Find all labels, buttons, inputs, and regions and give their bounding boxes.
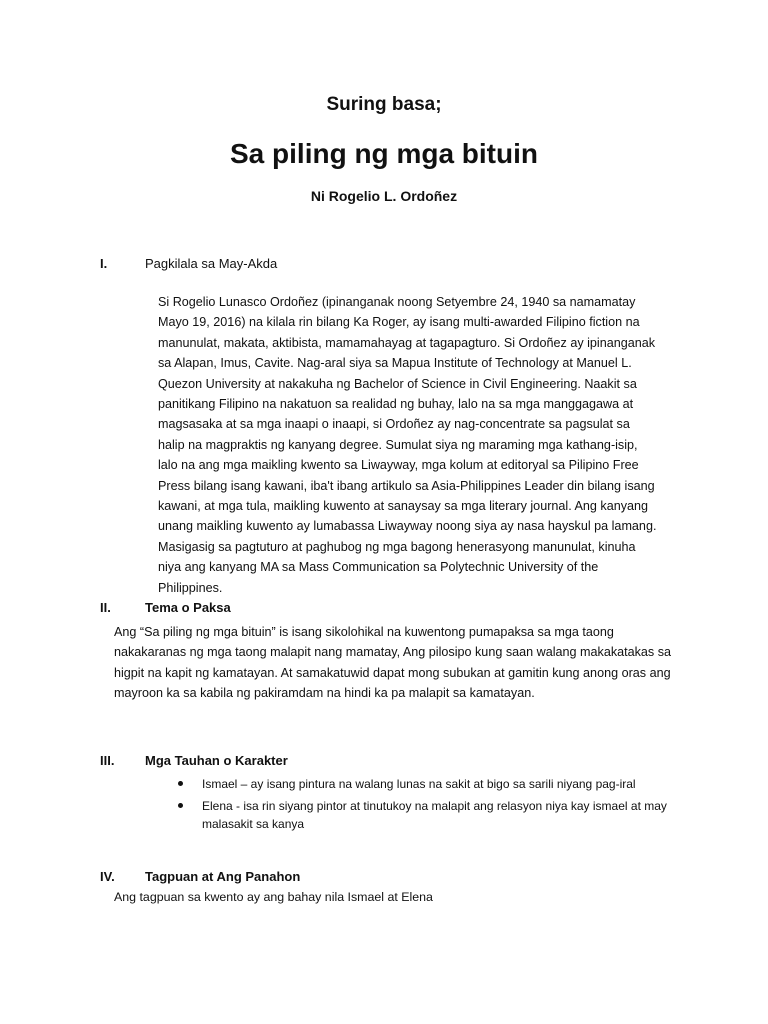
section-4-body: Ang tagpuan sa kwento ay ang bahay nila Ismael at Elena xyxy=(114,890,433,904)
document-pretitle: Suring basa; xyxy=(326,94,442,115)
section-1-body: Si Rogelio Lunasco Ordoñez (ipinanganak noong Setyembre 24, 1940 sa namamatay Mayo 19, 2016) na kilala rin bilang Ka Roger, ay isang multi-awarded Filipino fiction na manunulat, makata, aktibista, mamamahayag at tagapagturo. Si Ordoñez ay ipinanganak sa Alapan, Imus, Cavite. Nag-aral siya sa Mapua Institute of Technology at Manuel L. Quezon University at nakakuha ng Bachelor of Science in Civil Engineering. Naakit sa panitikang Filipino na nakatuon sa realidad ng buhay, lalo na sa mga manggagawa at magsasaka at sa mga inaapi o inaapi, si Ordoñez ay nag-concentrate sa pagsulat sa halip na magpraktis ng kanyang degree. Sumulat siya ng maraming mga kathang-isip, lalo na ang mga maikling kwento sa Liwayway, mga kolum at editoryal sa Pilipino Free Press bilang isang kawani, iba't ibang artikulo sa Asia-Philippines Leader din bilang isang kawani, at mga tula, maikling kuwento at sanaysay sa mga literary journal. Ang kanyang unang maikling kuwento ay lumabassa Liwayway noong siya ay nasa hayskul pa lamang. Masigasig sa pagtuturo at paghubog ng mga bagong henerasyong manunulat, kinuha niya ang kanyang MA sa Mass Communication sa Polytechnic University of the Philippines. xyxy=(158,295,657,595)
character-ismael: Ismael – ay isang pintura na walang lunas na sakit at bigo sa sarili niyang pag-iral xyxy=(202,777,636,791)
bullet-icon xyxy=(178,803,183,808)
section-1-number: I. xyxy=(100,256,108,271)
character-list xyxy=(178,775,678,837)
section-3-number: III. xyxy=(100,753,115,768)
section-2-number: II. xyxy=(100,600,111,615)
section-3-heading: Mga Tauhan o Karakter xyxy=(145,753,288,768)
document-title: Sa piling ng mga bituin xyxy=(230,138,538,169)
section-4-number: IV. xyxy=(100,869,115,884)
section-1-heading: Pagkilala sa May-Akda xyxy=(145,256,278,271)
section-2-body: Ang “Sa piling ng mga bituin” is isang sikolohikal na kuwentong pumapaksa sa mga taong nakakaranas ng mga taong malapit nang mamatay, Ang pilosipo kung saan walang makakatakas sa higpit na kapit ng kamatayan. At samakatuwid dapat mong subukan at gamitin kung anong oras ang mayroon ka sa kabila ng pakiramdam na hindi ka pa malapit sa kamatayan. xyxy=(114,625,672,701)
bullet-icon xyxy=(178,781,183,786)
list-item xyxy=(178,797,678,833)
character-elena: Elena - isa rin siyang pintor at tinutukoy na malapit ang relasyon niya kay ismael at may malasakit sa kanya xyxy=(202,799,667,831)
document-author: Ni Rogelio L. Ordoñez xyxy=(310,188,458,204)
list-item xyxy=(178,775,678,793)
section-2-heading: Tema o Paksa xyxy=(145,600,231,615)
section-4-heading: Tagpuan at Ang Panahon xyxy=(145,869,301,884)
